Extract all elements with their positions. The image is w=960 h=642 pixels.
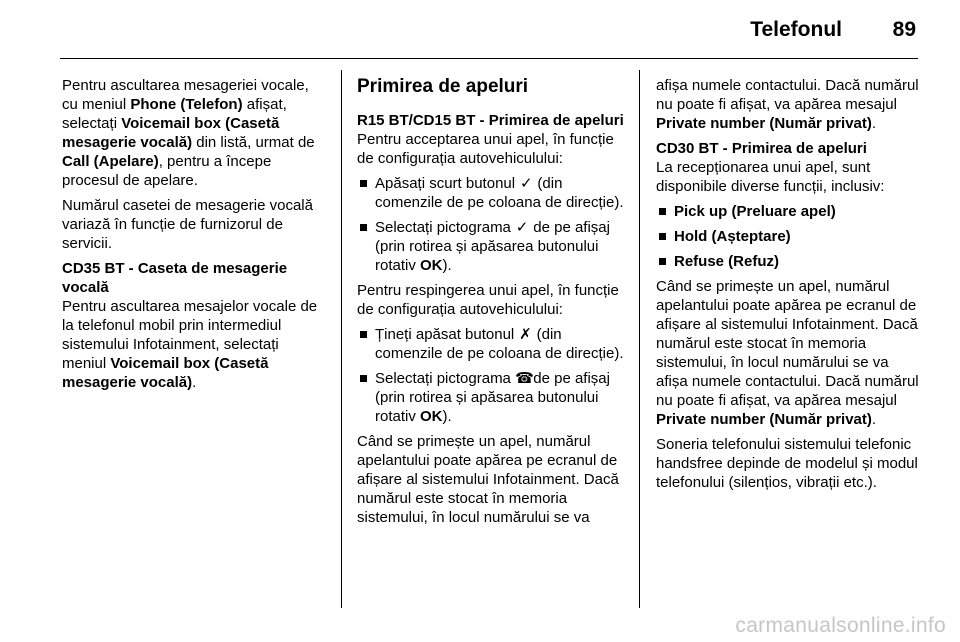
- paragraph: afișa numele contactului. Dacă numărul nu poate fi afișat, va apărea mesajul Private number (Număr privat).: [656, 77, 919, 132]
- list-item: Apăsați scurt butonul ✓ (din comenzile de pe coloana de direcție).: [357, 174, 629, 212]
- subheading: CD30 BT - Primirea de apeluri: [656, 140, 867, 157]
- paragraph: Când se primește un apel, numărul apelantului poate apărea pe ecranul de afișare al sistemului Infotainment. Dacă numărul este stocat în memoria sistemului, în locul numărului se va: [357, 433, 619, 526]
- menu-term: Private number (Număr privat): [656, 411, 872, 428]
- list-item: Refuse (Refuz): [656, 252, 924, 271]
- bullet-list: [357, 325, 629, 426]
- list-item: Pick up (Preluare apel): [656, 202, 924, 221]
- page-number: 89: [892, 18, 916, 41]
- phone-accept-icon: ✓: [519, 175, 533, 192]
- subheading: CD35 BT - Caseta de mesagerie vocală: [62, 260, 288, 296]
- paragraph: Când se primește un apel, numărul apelantului poate apărea pe ecranul de afișare al sistemului Infotainment. Dacă numărul este stocat în memoria sistemului, în locul numărului se va afișa numele contactului. Dacă numărul nu poate fi afișat, va apărea mesajul Private number (Număr privat).: [656, 278, 919, 428]
- column-left: [62, 76, 324, 398]
- page-title: Telefonul: [750, 18, 842, 41]
- phone-reject-icon: ✗: [519, 326, 532, 343]
- column-middle: [357, 76, 629, 533]
- paragraph: Pentru acceptarea unui apel, în funcție de configurația autovehiculului:: [357, 131, 614, 167]
- list-item: Hold (Așteptare): [656, 227, 924, 246]
- watermark: carmanualsonline.info: [735, 614, 946, 637]
- paragraph: Pentru ascultarea mesajelor vocale de la telefonul mobil prin intermediul sistemului Infotainment, selectați meniul Voicemail box (Casetă mesagerie vocală).: [62, 298, 318, 391]
- bullet-list: [357, 174, 629, 275]
- list-item: Selectați pictograma ☎ de pe afișaj (prin rotirea și apăsarea butonului rotativ OK).: [357, 369, 629, 426]
- phone-hangup-icon: ☎: [515, 370, 534, 387]
- subheading: R15 BT/CD15 BT - Primirea de apeluri: [357, 112, 624, 129]
- menu-term: Call (Apelare): [62, 153, 159, 170]
- menu-term: Private number (Număr privat): [656, 115, 872, 132]
- column-divider: [639, 70, 640, 608]
- phone-accept-icon: ✓: [515, 219, 529, 236]
- paragraph: Pentru respingerea unui apel, în funcție de configurația autovehiculului:: [357, 282, 619, 318]
- header-divider: [60, 58, 918, 59]
- list-item: Selectați pictograma ✓ de pe afișaj (prin rotirea și apăsarea butonului rotativ OK).: [357, 218, 629, 275]
- paragraph: Numărul casetei de mesagerie vocală variază în funcție de furnizorul de servicii.: [62, 197, 313, 252]
- bullet-list: [656, 202, 924, 271]
- section-heading: Primirea de apeluri: [357, 76, 529, 97]
- page-header: [0, 0, 960, 56]
- list-item: Țineți apăsat butonul ✗ (din comenzile de pe coloana de direcție).: [357, 325, 629, 363]
- paragraph: Pentru ascultarea mesageriei vocale, cu meniul Phone (Telefon) afișat, selectați Voicemail box (Casetă mesagerie vocală) din listă, urmat de Call (Apelare), pentru a începe procesul de apelare.: [62, 77, 315, 189]
- menu-term: Voicemail box (Casetă mesagerie vocală): [62, 115, 280, 151]
- column-divider: [341, 70, 342, 608]
- menu-term: Voicemail box (Casetă mesagerie vocală): [62, 355, 269, 391]
- menu-term: Phone (Telefon): [130, 96, 243, 113]
- paragraph: La recepționarea unui apel, sunt disponibile diverse funcții, inclusiv:: [656, 159, 885, 195]
- paragraph: Soneria telefonului sistemului telefonic handsfree depinde de modelul și modul telefonului (silențios, vibrații etc.).: [656, 436, 918, 491]
- column-right: [656, 76, 924, 498]
